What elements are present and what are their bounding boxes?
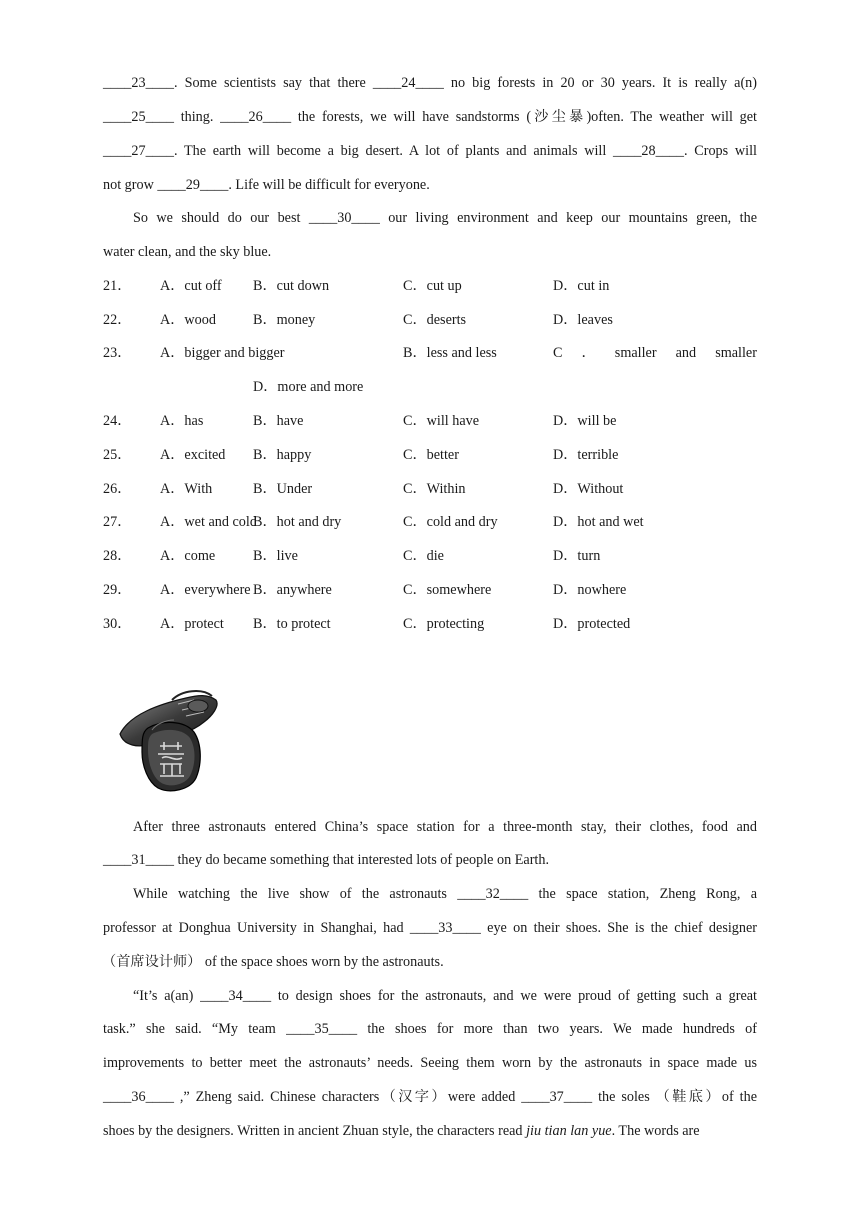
question-number: 28．: [103, 548, 132, 564]
option-c: C．will have: [403, 413, 480, 429]
option-b: B．happy: [253, 447, 312, 463]
passage2-line-5: （首席设计师） of the space shoes worn by the astronauts.: [102, 954, 444, 970]
question-number: 23．: [103, 345, 132, 361]
option-b: B．live: [253, 548, 298, 564]
option-d: D．hot and wet: [553, 514, 644, 530]
option-a: A．wood: [160, 312, 216, 328]
option-c: C．better: [403, 447, 459, 463]
option-b: B．Under: [253, 481, 313, 497]
question-23: [103, 343, 757, 363]
option-b: B．to protect: [253, 616, 331, 632]
option-b: B．anywhere: [253, 582, 332, 598]
question-23-option-d-row: [103, 377, 757, 397]
question-28: [103, 546, 757, 566]
option-a: A．bigger and bigger: [160, 345, 285, 361]
passage2-line-6: “It’s a(an) ____34____ to design shoes for the astronauts, and we were proud of getting such a great: [133, 988, 757, 1004]
question-number: 24．: [103, 413, 132, 429]
option-c: C．die: [403, 548, 444, 564]
question-22: [103, 310, 757, 330]
passage2-line-2: ____31____ they do became something that interested lots of people on Earth.: [103, 852, 550, 868]
passage2-line-9: ____36____ ,” Zheng said. Chinese characters（汉字）were added ____37____ the soles （鞋底）of the: [103, 1089, 757, 1105]
option-d: D．Without: [553, 481, 624, 497]
question-number: 25．: [103, 447, 132, 463]
passage1-line-3: ____27____. The earth will become a big desert. A lot of plants and animals will ____28____. Crops will: [103, 143, 757, 159]
option-c: C．cold and dry: [403, 514, 498, 530]
option-d: D．turn: [553, 548, 601, 564]
option-b: B．hot and dry: [253, 514, 342, 530]
option-a: A．cut off: [160, 278, 222, 294]
option-a: A．protect: [160, 616, 224, 632]
question-number: 22．: [103, 312, 132, 328]
passage2-line-10-pinyin: jiu tian lan yue: [526, 1123, 612, 1139]
option-c: C．cut up: [403, 278, 462, 294]
passage1-line-2: ____25____ thing. ____26____ the forests, we will have sandstorms (沙尘暴)often. The weather will get: [103, 109, 757, 125]
passage2-line-3: While watching the live show of the astronauts ____32____ the space station, Zheng Rong, a: [133, 886, 757, 902]
question-24: [103, 411, 757, 431]
option-a: A．wet and cold: [160, 514, 257, 530]
option-b: B．money: [253, 312, 316, 328]
option-a: A．come: [160, 548, 216, 564]
passage1-line-1: ____23____. Some scientists say that there ____24____ no big forests in 20 or 30 years. It is really a(n): [103, 75, 757, 91]
option-c: C．Within: [403, 481, 466, 497]
question-21: [103, 276, 757, 296]
question-27: [103, 512, 757, 532]
passage2-line-10-end: . The words are: [611, 1123, 700, 1139]
passage1-line-5: So we should do our best ____30____ our living environment and keep our mountains green, the: [133, 210, 757, 226]
option-c: C．somewhere: [403, 582, 492, 598]
passage1-line-6: water clean, and the sky blue.: [103, 244, 272, 260]
option-c: C．protecting: [403, 616, 485, 632]
question-26: [103, 479, 757, 499]
question-number: 27．: [103, 514, 132, 530]
option-a: A．has: [160, 413, 204, 429]
option-a: A．excited: [160, 447, 226, 463]
question-number: 26．: [103, 481, 132, 497]
option-b: B．less and less: [403, 345, 497, 361]
option-c: C．deserts: [403, 312, 467, 328]
passage2-line-10-text: shoes by the designers. Written in ancient Zhuan style, the characters read: [103, 1123, 527, 1139]
option-d: D．cut in: [553, 278, 610, 294]
space-shoes-image: [112, 690, 230, 796]
question-29: [103, 580, 757, 600]
option-b: B．have: [253, 413, 304, 429]
passage2-line-8: improvements to better meet the astronauts’ needs. Seeing them worn by the astronauts in space made us: [103, 1055, 757, 1071]
question-number: 30．: [103, 616, 132, 632]
question-30: [103, 614, 757, 634]
option-d: D．will be: [553, 413, 617, 429]
question-25: [103, 445, 757, 465]
option-c: C ． smaller and smaller: [553, 345, 757, 361]
option-d: D．more and more: [253, 379, 364, 395]
option-d: D．leaves: [553, 312, 613, 328]
passage2-line-7: task.” she said. “My team ____35____ the shoes for more than two years. We made hundreds of: [103, 1021, 757, 1037]
passage2-line-1: After three astronauts entered China’s space station for a three-month stay, their clothes, food and: [133, 819, 757, 835]
passage1-line-4: not grow ____29____. Life will be difficult for everyone.: [103, 177, 430, 193]
passage2-line-4: professor at Donghua University in Shanghai, had ____33____ eye on their shoes. She is the chief designer: [103, 920, 757, 936]
question-number: 29．: [103, 582, 132, 598]
option-d: D．terrible: [553, 447, 619, 463]
option-a: A．With: [160, 481, 213, 497]
question-number: 21．: [103, 278, 132, 294]
option-b: B．cut down: [253, 278, 330, 294]
passage2-line-10: [103, 1121, 757, 1141]
option-a: A．everywhere: [160, 582, 251, 598]
option-d: D．protected: [553, 616, 631, 632]
option-d: D．nowhere: [553, 582, 627, 598]
